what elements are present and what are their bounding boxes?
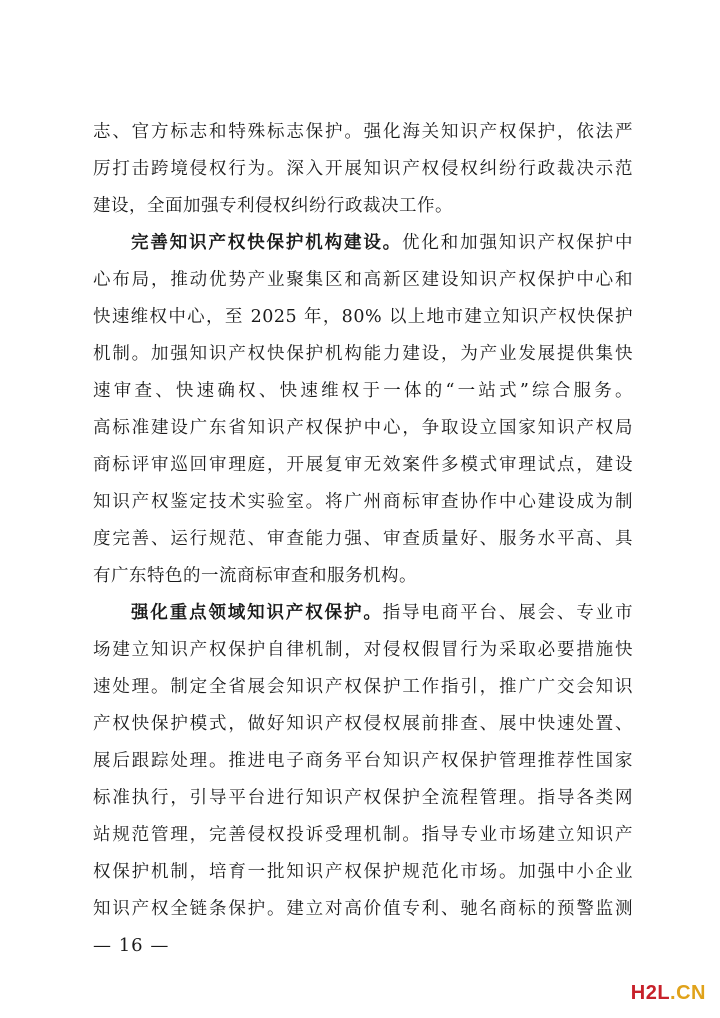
text-line: 知识产权鉴定技术实验室。将广州商标审查协作中心建设成为制 [93, 492, 633, 512]
text-line: 建设，全面加强专利侵权纠纷行政裁决工作。 [93, 196, 453, 216]
text-line: 标准执行，引导平台进行知识产权保护全流程管理。指导各类网 [93, 788, 633, 808]
text-line: 场建立知识产权保护自律机制，对侵权假冒行为采取必要措施快 [93, 640, 633, 660]
text-line: 机制。加强知识产权快保护机构能力建设，为产业发展提供集快 [93, 344, 633, 364]
text-line: 有广东特色的一流商标审查和服务机构。 [93, 566, 417, 586]
text-line: 知识产权全链条保护。建立对高价值专利、驰名商标的预警监测 [93, 899, 633, 919]
page-number: — 16 — [93, 935, 170, 956]
paragraph-heading-line: 强化重点领域知识产权保护。指导电商平台、展会、专业市 [131, 603, 634, 623]
site-watermark-logo [631, 982, 706, 1005]
text-line: 展后跟踪处理。推进电子商务平台知识产权保护管理推荐性国家 [93, 751, 633, 771]
paragraph-heading: 完善知识产权快保护机构建设。 [131, 233, 403, 253]
text-line: 度完善、运行规范、审查能力强、审查质量好、服务水平高、具 [93, 529, 633, 549]
text-line: 心布局，推动优势产业聚集区和高新区建设知识产权保护中心和 [93, 270, 633, 290]
text-line: 速审查、快速确权、快速维权于一体的“一站式”综合服务。 [93, 381, 633, 401]
text-line: 高标准建设广东省知识产权保护中心，争取设立国家知识产权局 [93, 418, 633, 438]
text-line: 站规范管理，完善侵权投诉受理机制。指导专业市场建立知识产 [93, 825, 633, 845]
text-line: 产权快保护模式，做好知识产权侵权展前排查、展中快速处置、 [93, 714, 633, 734]
text-line: 商标评审巡回审理庭，开展复审无效案件多模式审理试点，建设 [93, 455, 633, 475]
text-line: 志、官方标志和特殊标志保护。强化海关知识产权保护，依法严 [93, 122, 633, 142]
text-line: 权保护机制，培育一批知识产权保护规范化市场。加强中小企业 [93, 862, 633, 882]
paragraph-heading-line: 完善知识产权快保护机构建设。优化和加强知识产权保护中 [131, 233, 634, 253]
paragraph-heading: 强化重点领域知识产权保护。 [131, 603, 383, 623]
watermark-suffix: .CN [670, 982, 706, 1004]
text-line: 速处理。制定全省展会知识产权保护工作指引，推广广交会知识 [93, 677, 633, 697]
watermark-main: H2L [630, 982, 671, 1004]
text-line: 厉打击跨境侵权行为。深入开展知识产权侵权纠纷行政裁决示范 [93, 159, 633, 179]
text-line: 快速维权中心，至 2025 年，80% 以上地市建立知识产权快保护 [93, 307, 633, 327]
